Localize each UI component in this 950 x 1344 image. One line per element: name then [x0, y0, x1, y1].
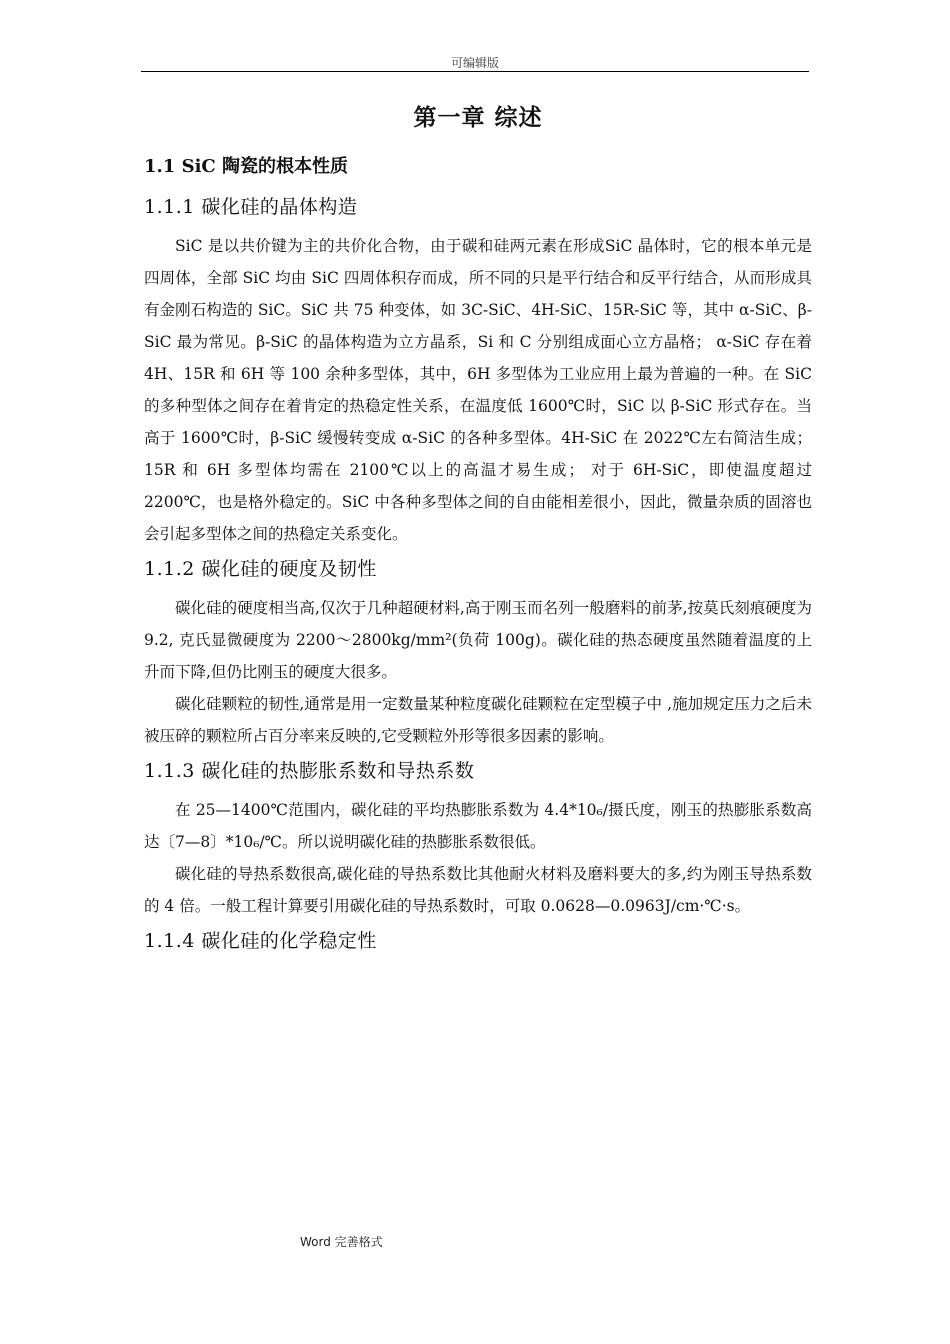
page-footer: Word 完善格式 [300, 1235, 383, 1249]
paragraph: 碳化硅颗粒的韧性,通常是用一定数量某种粒度碳化硅颗粒在定型模子中 ,施加规定压力之后未被压碎的颗粒所占百分率来反映的,它受颗粒外形等很多因素的影响。 [144, 695, 812, 745]
page-header: 可编辑版 [450, 56, 499, 70]
subsection-title-chemical: 1.1.4 碳化硅的化学稳定性 [144, 930, 377, 952]
paragraph: 碳化硅的硬度相当高,仅次于几种超硬材料,高于刚玉而名列一般磨料的前茅,按莫氏刻痕硬度为 9.2, 克氏显微硬度为 2200～2800kg/mm²(负荷 100g)。碳化硅的热态硬度虽然随着温度的上升而下降,但仍比刚玉的硬度大很多。 [144, 599, 812, 681]
paragraph: 在 25—1400℃范围内，碳化硅的平均热膨胀系数为 4.4*10₆/摄氏度，刚玉的热膨胀系数高达〔7—8〕*10₆/℃。所以说明碳化硅的热膨胀系数很低。 [144, 801, 812, 851]
chapter-title: 第一章 综述 [413, 104, 543, 131]
subsection-title-crystal: 1.1.1 碳化硅的晶体构造 [144, 196, 358, 218]
subsection-title-hardness: 1.1.2 碳化硅的硬度及韧性 [144, 558, 377, 580]
header-rule [141, 71, 809, 72]
paragraph: 碳化硅的导热系数很高,碳化硅的导热系数比其他耐火材料及磨料要大的多,约为刚玉导热系数的 4 倍。一般工程计算要引用碳化硅的导热系数时，可取 0.0628—0.0963J/cm·℃·s。 [144, 865, 812, 915]
subsection-title-thermal: 1.1.3 碳化硅的热膨胀系数和导热系数 [144, 760, 475, 782]
paragraph: SiC 是以共价键为主的共价化合物，由于碳和硅两元素在形成SiC 晶体时，它的根本单元是四周体，全部 SiC 均由 SiC 四周体积存而成，所不同的只是平行结合和反平行结合，从而形成具有金刚石构造的 SiC。SiC 共 75 种变体，如 3C-SiC、4H-SiC、15R-SiC 等，其中 α-SiC、β-SiC 最为常见。β-SiC 的晶体构造为立方晶系，Si 和 C 分别组成面心立方晶格； α-SiC 存在着 4H、15R 和 6H 等 100 余种多型体，其中，6H 多型体为工业应用上最为普遍的一种。在 SiC 的多种型体之间存在着肯定的热稳定性关系，在温度低 1600℃时，SiC 以 β-SiC 形式存在。当高于 1600℃时，β-SiC 缓慢转变成 α-SiC 的各种多型体。4H-SiC 在 2022℃左右简洁生成；15R 和 6H 多型体均需在 2100℃以上的高温才易生成； 对于 6H-SiC，即使温度超过 2200℃，也是格外稳定的。SiC 中各种多型体之间的自由能相差很小，因此，微量杂质的固溶也会引起多型体之间的热稳定关系变化。 [144, 237, 812, 543]
document-body [144, 100, 812, 964]
section-title: 1.1 SiC 陶瓷的根本性质 [144, 156, 349, 177]
